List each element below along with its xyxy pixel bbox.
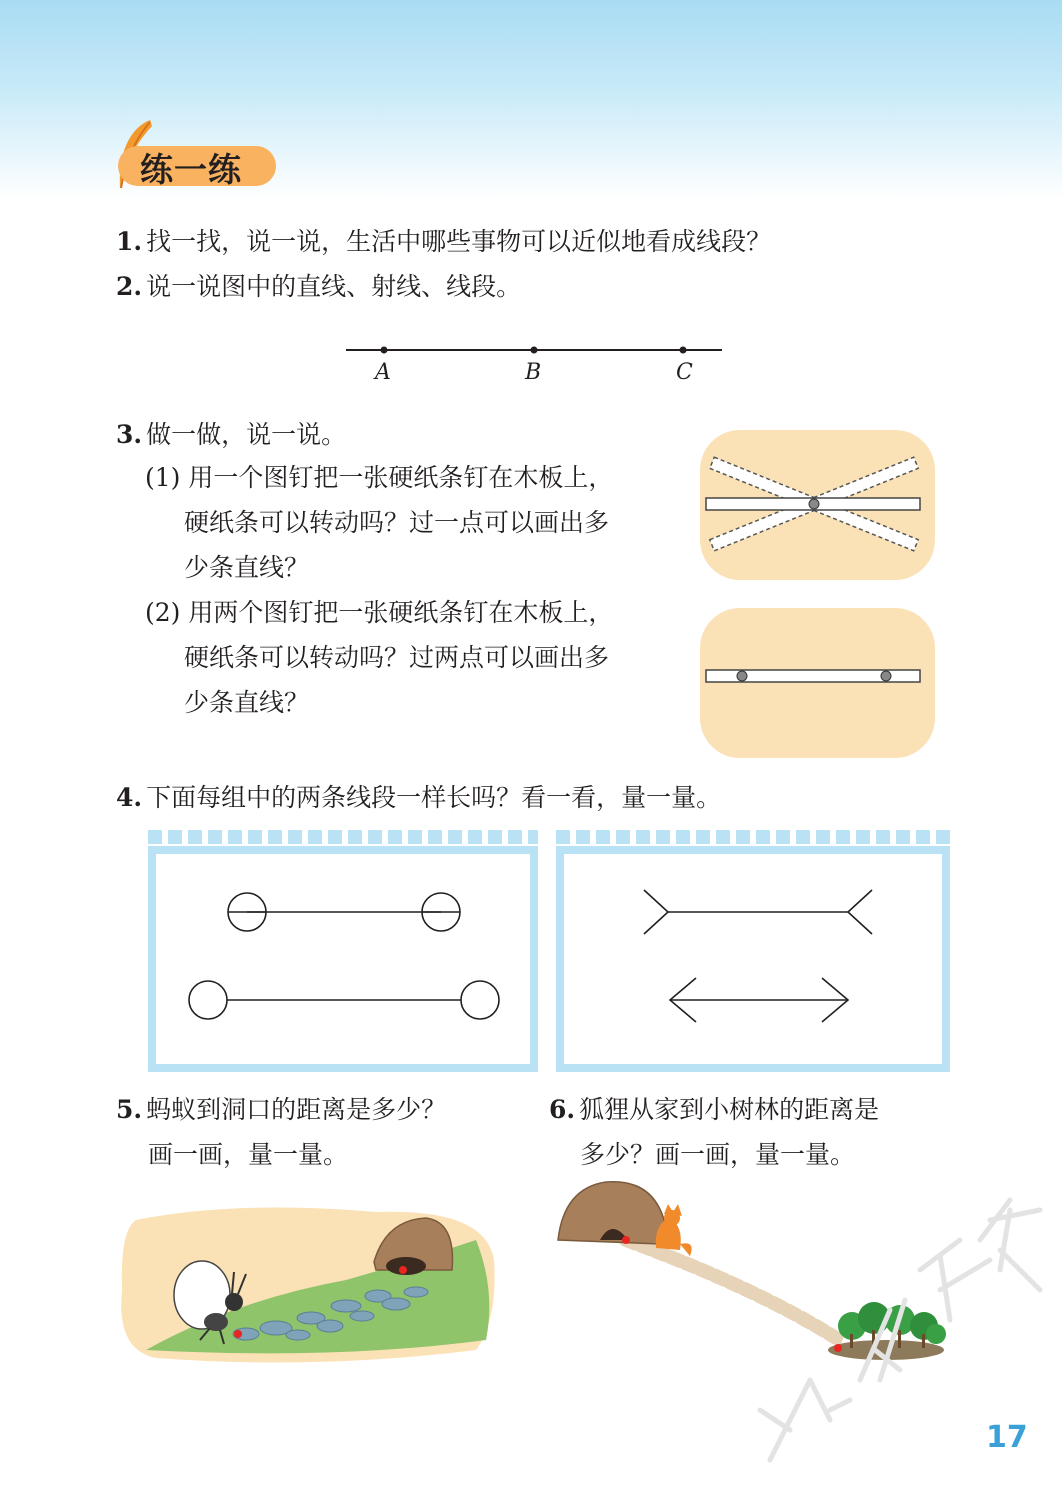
- page-number: 17: [986, 1420, 1028, 1455]
- question-3: [116, 422, 346, 447]
- point-label-b: B: [525, 360, 542, 385]
- question-5-line2: 画一画，量一量。: [148, 1140, 349, 1169]
- q3-part1-line3: 少条直线？: [184, 553, 310, 582]
- rotating-strip-figure: [700, 430, 935, 580]
- pin-icon: [809, 499, 819, 509]
- question-number: 1.: [116, 227, 143, 256]
- question-text: 狐狸从家到小树林的距离是: [579, 1095, 880, 1124]
- point-label-a: A: [375, 360, 391, 385]
- question-number: 3.: [116, 420, 143, 449]
- part-text: 用一个图钉把一张硬纸条钉在木板上，: [188, 463, 614, 492]
- question-4: [116, 785, 721, 810]
- q3-part2-line1: [145, 600, 613, 625]
- question-text: 说一说图中的直线、射线、线段。: [146, 272, 522, 301]
- ant-scene-illustration: [116, 1200, 498, 1365]
- board-one-pin: [700, 430, 935, 580]
- question-text: 蚂蚁到洞口的距离是多少？: [146, 1095, 447, 1124]
- point-c: [680, 347, 687, 354]
- line-abc-figure: [340, 340, 730, 360]
- question-text: 做一做，说一说。: [146, 420, 347, 449]
- illusion-frame-arrows: [556, 846, 950, 1072]
- hole-marker: [399, 1266, 407, 1274]
- part-label: (2): [145, 598, 181, 627]
- pin-icon: [881, 671, 891, 681]
- question-text: 找一找，说一说，生活中哪些事物可以近似地看成线段？: [146, 227, 772, 256]
- question-1: [116, 229, 771, 254]
- point-a: [381, 347, 388, 354]
- notepad-binding: [556, 830, 950, 844]
- fixed-strip-figure: [700, 608, 935, 758]
- ant-marker: [234, 1330, 242, 1338]
- point-b: [531, 347, 538, 354]
- title-text: 练一练: [140, 150, 242, 189]
- part-label: (1): [145, 463, 181, 492]
- point-label-c: C: [676, 360, 693, 385]
- board-two-pins: [700, 608, 935, 758]
- q3-part2-line3: 少条直线？: [184, 688, 310, 717]
- pin-icon: [737, 671, 747, 681]
- q3-part1-line2: 硬纸条可以转动吗？过一点可以画出多: [184, 508, 610, 537]
- notepad-binding: [148, 830, 538, 844]
- question-text: 下面每组中的两条线段一样长吗？看一看，量一量。: [146, 783, 722, 812]
- question-5: [116, 1097, 446, 1122]
- question-6: [549, 1097, 879, 1122]
- question-2: [116, 274, 521, 299]
- q3-part1-line1: [145, 465, 613, 490]
- question-number: 5.: [116, 1095, 143, 1124]
- part-text: 用两个图钉把一张硬纸条钉在木板上，: [188, 598, 614, 627]
- circle-segments-figure: [156, 854, 530, 1064]
- question-number: 6.: [549, 1095, 576, 1124]
- question-number: 4.: [116, 783, 143, 812]
- home-marker: [622, 1236, 630, 1244]
- q3-part2-line2: 硬纸条可以转动吗？过两点可以画出多: [184, 643, 610, 672]
- question-6-line2: 多少？画一画，量一量。: [580, 1140, 856, 1169]
- question-number: 2.: [116, 272, 143, 301]
- illusion-frame-circles: [148, 846, 538, 1072]
- section-title: [110, 118, 280, 198]
- arrow-segments-figure: [564, 854, 942, 1064]
